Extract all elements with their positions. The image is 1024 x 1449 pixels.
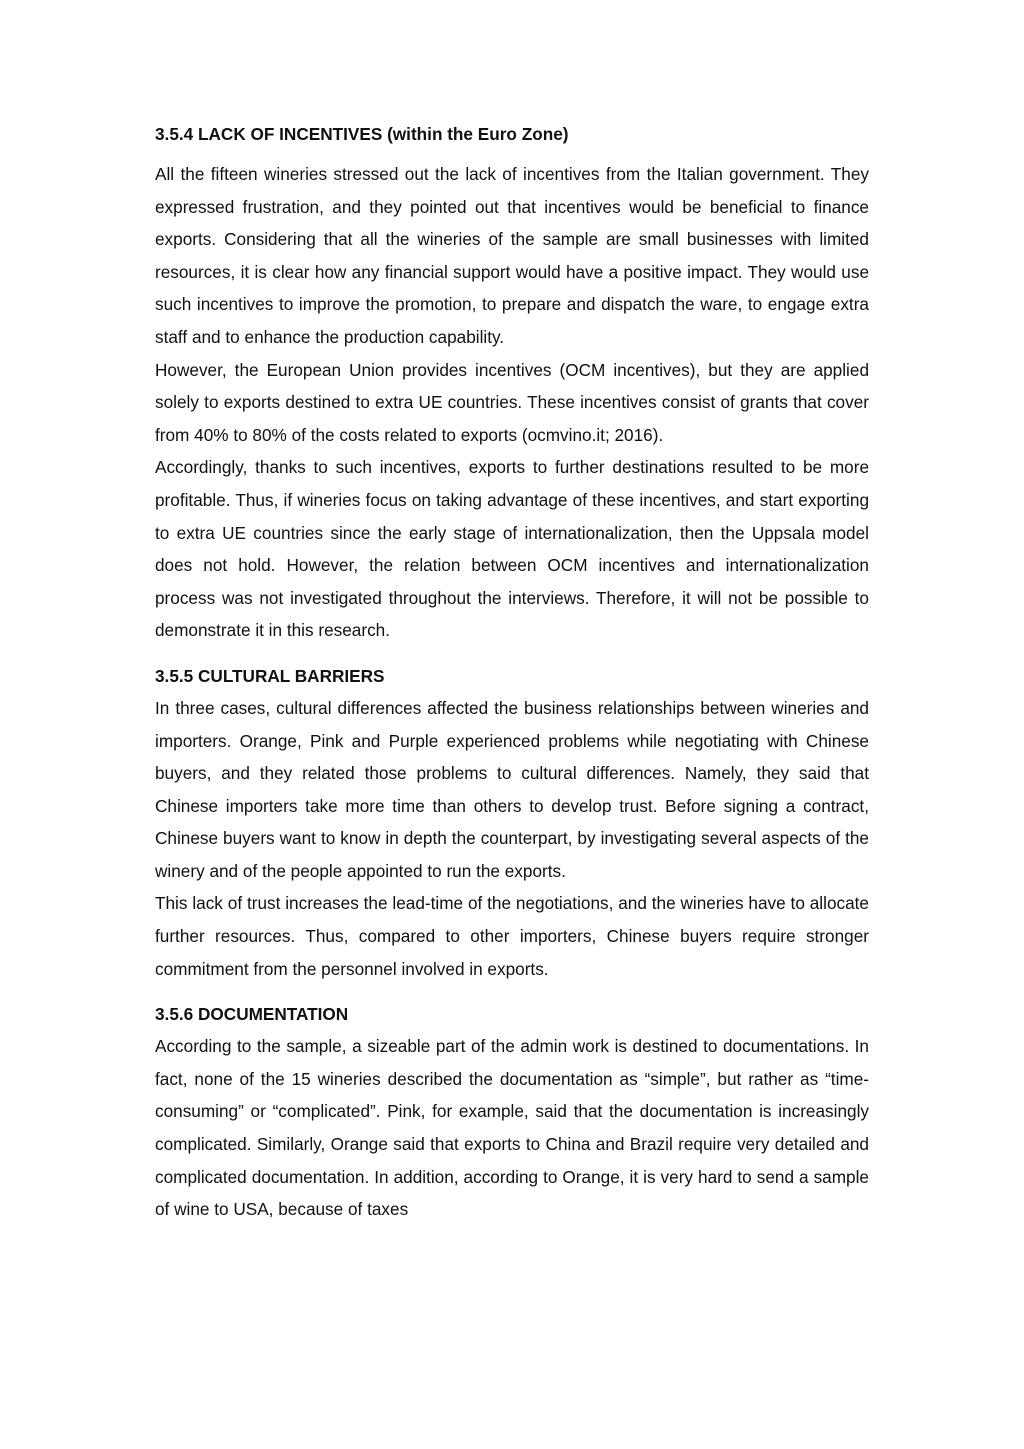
paragraph-documentation-1: According to the sample, a sizeable part of the admin work is destined to documentations. In fact, none of the 15 wineries described the documentation as “simple”, but rather as “time-consuming” or “complicated”. Pink, for example, said that the documentation is increasingly complicated. Similarly, Orange said that exports to China and Brazil require very detailed and complicated documentation. In addition, according to Orange, it is very hard to send a sample of wine to USA, because of taxes <box>155 1036 869 1220</box>
section-heading-cultural-barriers: 3.5.5 CULTURAL BARRIERS <box>155 665 385 686</box>
paragraph-incentives-1: All the fifteen wineries stressed out the lack of incentives from the Italian government. They expressed frustration, and they pointed out that incentives would be beneficial to finance exports. Considering that all the wineries of the sample are small businesses with limited resources, it is clear how any financial support would have a positive impact. They would use such incentives to improve the promotion, to prepare and dispatch the ware, to engage extra staff and to enhance the production capability. <box>155 164 869 347</box>
paragraph-cultural-1: In three cases, cultural differences affected the business relationships between wineries and importers. Orange, Pink and Purple experienced problems while negotiating with Chinese buyers, and they related those problems to cultural differences. Namely, they said that Chinese importers take more time than others to develop trust. Before signing a contract, Chinese buyers want to know in depth the counterpart, by investigating several aspects of the winery and of the people appointed to run the exports. <box>155 697 869 881</box>
paragraph-incentives-3: Accordingly, thanks to such incentives, exports to further destinations resulted to be more profitable. Thus, if wineries focus on taking advantage of these incentives, and start exporting to extra UE countries since the early stage of internationalization, then the Uppsala model does not hold. However, the relation between OCM incentives and internationalization process was not investigated throughout the interviews. Therefore, it will not be possible to demonstrate it in this research. <box>155 457 869 641</box>
section-heading-lack-of-incentives: 3.5.4 LACK OF INCENTIVES (within the Euro Zone) <box>155 124 569 144</box>
paragraph-incentives-2: However, the European Union provides incentives (OCM incentives), but they are applied solely to exports destined to extra UE countries. These incentives consist of grants that cover from 40% to 80% of the costs related to exports (ocmvino.it; 2016). <box>155 359 869 445</box>
section-heading-documentation: 3.5.6 DOCUMENTATION <box>155 1004 349 1025</box>
paragraph-cultural-2: This lack of trust increases the lead-time of the negotiations, and the wineries have to allocate further resources. Thus, compared to other importers, Chinese buyers require stronger commitment from the personnel involved in exports. <box>155 893 869 979</box>
document-page <box>155 118 869 1226</box>
